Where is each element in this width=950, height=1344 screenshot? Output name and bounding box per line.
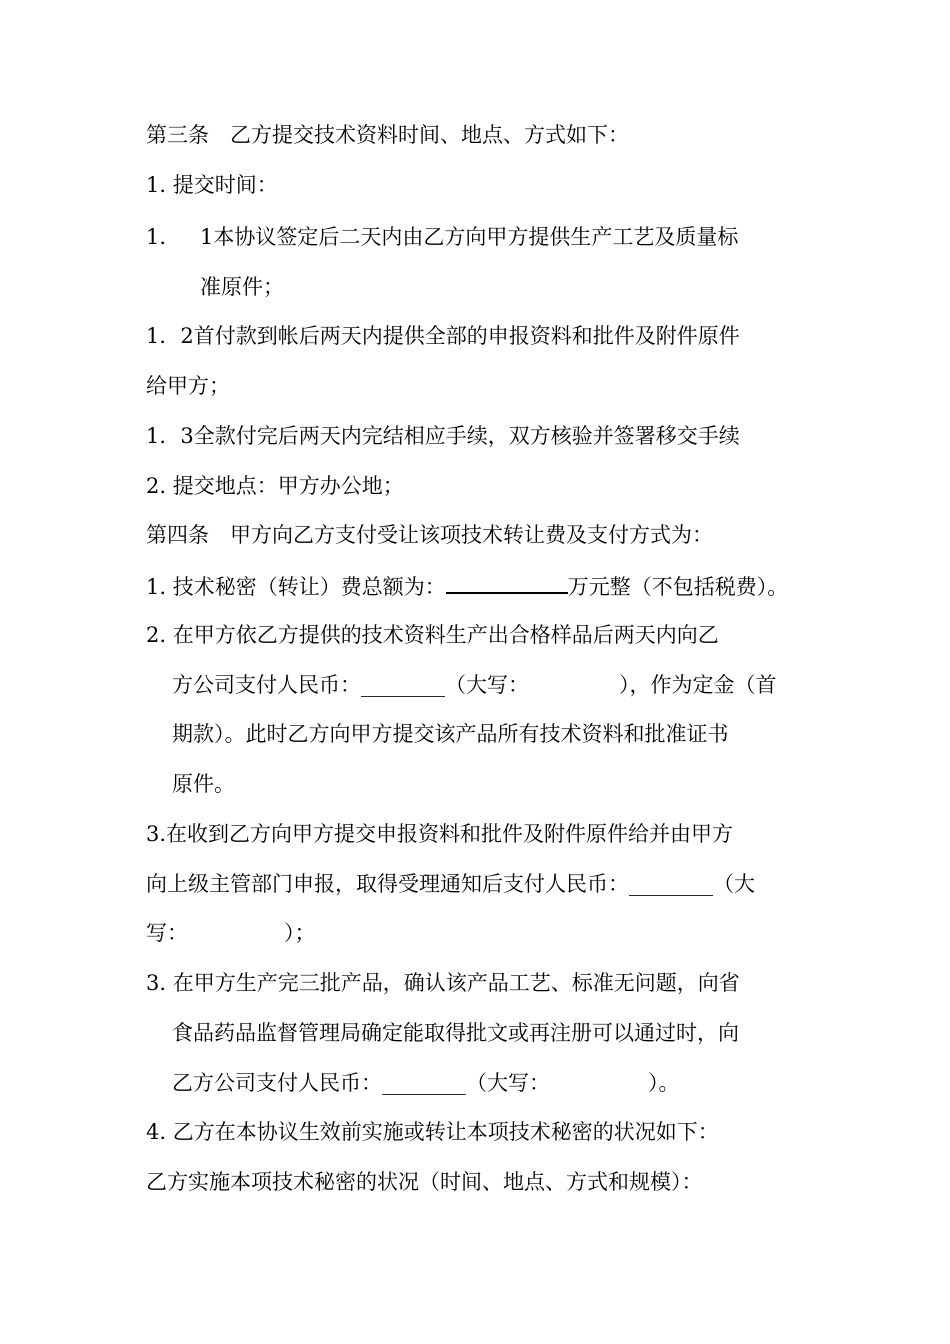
payment-3b-close: ）。 xyxy=(648,1071,680,1095)
payment-3-close: ）； xyxy=(284,921,316,945)
item-1-2-text-cont: 给甲方； xyxy=(146,374,230,398)
payment-3b-line-3 xyxy=(172,1068,680,1098)
submit-place-label: 2. 提交地点：甲方办公地； xyxy=(146,474,404,498)
payment-3b-text: 3. 在甲方生产完三批产品，确认该产品工艺、标准无问题，向省 xyxy=(146,971,740,995)
article-4-heading: 第四条 甲方向乙方支付受让该项技术转让费及支付方式为： xyxy=(146,523,713,547)
payment-3-line-3 xyxy=(146,918,316,948)
item-1-1-text: 1本协议签定后二天内由乙方向甲方提供生产工艺及质量标 xyxy=(200,225,739,249)
payment-2-amount: 方公司支付人民币：________（大写： xyxy=(172,673,529,697)
submit-time-label: 1. 提交时间： xyxy=(146,173,278,197)
payment-2-line-3: 期款）。此时乙方向甲方提交该产品所有技术资料和批准证书 xyxy=(172,722,729,746)
payment-3-text: 3.在收到乙方向甲方提交申报资料和批件及附件原件给并由甲方 xyxy=(146,822,734,846)
payment-2-deposit: ），作为定金（首 xyxy=(619,673,777,697)
implementation-status-label: 乙方实施本项技术秘密的状况（时间、地点、方式和规模）： xyxy=(146,1170,703,1194)
fee-total-label: 1. 技术秘密（转让）费总额为： xyxy=(146,575,446,599)
fee-total-unit: 万元整（不包括税费）。 xyxy=(567,575,789,599)
payment-3b-line-2: 食品药品监督管理局确定能取得批文或再注册可以通过时，向 xyxy=(172,1021,739,1045)
item-1-number: 1. xyxy=(146,225,167,249)
article-3-heading: 第三条 乙方提交技术资料时间、地点、方式如下： xyxy=(146,123,629,147)
item-4-text: 4. 乙方在本协议生效前实施或转让本项技术秘密的状况如下： xyxy=(146,1120,719,1144)
payment-2-line-4: 原件。 xyxy=(172,772,235,796)
payment-3b-amount: 乙方公司支付人民币：________（大写： xyxy=(172,1071,550,1095)
payment-2-line-2 xyxy=(172,670,777,700)
fee-amount-blank xyxy=(446,570,568,594)
payment-3-line-2: 向上级主管部门申报，取得受理通知后支付人民币：________（大 xyxy=(146,872,755,896)
item-1-1-text-cont: 准原件； xyxy=(200,275,284,299)
fee-total-line xyxy=(146,570,788,602)
item-1-3-text: 1．3全款付完后两天内完结相应手续，双方核验并签署移交手续 xyxy=(146,424,740,448)
payment-2-text: 2. 在甲方依乙方提供的技术资料生产出合格样品后两天内向乙 xyxy=(146,623,719,647)
item-1-2-text: 1．2首付款到帐后两天内提供全部的申报资料和批件及附件原件 xyxy=(146,324,740,348)
payment-3-capital-label: 写： xyxy=(146,921,188,945)
